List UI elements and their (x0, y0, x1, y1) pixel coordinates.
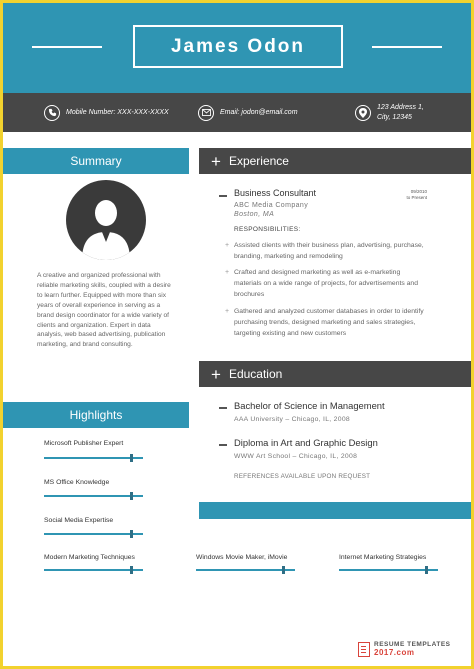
address-line1: 123 Address 1, (377, 103, 424, 111)
contact-email (198, 93, 298, 132)
skill-bar-marker (130, 530, 133, 538)
candidate-name: James Odon (170, 35, 306, 57)
address-line2: City, 12345 (377, 113, 412, 121)
skill-label: Modern Marketing Techniques (44, 554, 135, 561)
skill-bar-marker (130, 566, 133, 574)
phone-icon (44, 105, 60, 121)
skill-bar (44, 569, 143, 571)
skill-bar (44, 495, 143, 497)
plus-icon: + (211, 364, 221, 384)
education-heading: Education (228, 367, 283, 381)
header-rule-right (372, 46, 442, 48)
logo-line2: 2017.com (374, 648, 415, 657)
address-text (377, 103, 424, 123)
bullet-icon: + (225, 242, 230, 249)
experience-heading-bar (199, 148, 471, 174)
contact-bar (3, 93, 471, 132)
bullet-icon: + (225, 269, 230, 276)
contact-address (355, 93, 424, 132)
degree-school: AAA University – Chicago, IL, 2008 (234, 416, 350, 423)
header-rule-left (32, 46, 102, 48)
responsibility-item: Gathered and analyzed customer databases in order to identify purchasing trends, designed marketing and sales strategies, targeting existing and new customers (234, 308, 424, 338)
job-dash (219, 195, 227, 197)
degree-title: Diploma in Art and Graphic Design (234, 437, 378, 448)
degree-school: WWW Art School – Chicago, IL, 2008 (234, 453, 358, 460)
degree-title: Bachelor of Science in Management (234, 400, 385, 411)
avatar (66, 180, 146, 260)
skill-bar (44, 457, 143, 459)
accent-bar (199, 502, 471, 519)
summary-heading-bar (3, 148, 189, 174)
summary-heading: Summary (70, 154, 122, 168)
skill-bar-marker (130, 454, 133, 462)
skill-label: Internet Marketing Strategies (339, 554, 427, 561)
skill-bar-marker (282, 566, 285, 574)
person-icon (66, 180, 146, 260)
skill-bar (44, 533, 143, 535)
skill-bar (196, 569, 295, 571)
contact-mobile (44, 93, 169, 132)
degree-dash (219, 407, 227, 409)
skill-label: MS Office Knowledge (44, 479, 110, 486)
experience-heading: Experience (228, 154, 289, 168)
document-icon (358, 642, 370, 657)
site-logo (358, 641, 451, 657)
skill-label: Microsoft Publisher Expert (44, 440, 124, 447)
job-location: Boston, MA (234, 211, 275, 218)
header-banner (3, 3, 471, 93)
resume-page (3, 3, 471, 666)
job-title: Business Consultant (234, 188, 317, 198)
job-date-start: 09/2010 (410, 189, 427, 194)
job-date-end: to Present (406, 195, 427, 200)
email-text: Email: jodon@email.com (220, 108, 298, 116)
summary-text: A creative and organized professional with reliable marketing skills, coupled with a desire to learn further. Equipped with more than six years of overall experience in serving as a brand design coordinator for a wide variety of clients and organization. Expert in data analysis, web based advertising, publication marketing, and brand consulting. (37, 272, 171, 349)
job-company: ABC Media Company (234, 202, 309, 209)
degree-dash (219, 444, 227, 446)
responsibility-item: Crafted and designed marketing as well as e-marketing materials on a wide range of projects, for advertisements and brochures (234, 269, 418, 299)
responsibilities-label: RESPONSIBILITIES: (234, 226, 301, 233)
skill-bar (339, 569, 438, 571)
plus-icon: + (211, 151, 221, 171)
skill-bar-marker (425, 566, 428, 574)
mobile-text: Mobile Number: XXX-XXX-XXXX (66, 108, 169, 116)
highlights-heading: Highlights (69, 408, 123, 422)
skill-label: Windows Movie Maker, iMovie (196, 554, 288, 561)
logo-line1: RESUME TEMPLATES (374, 641, 451, 648)
education-heading-bar (199, 361, 471, 387)
references-note: REFERENCES AVAILABLE UPON REQUEST (234, 473, 371, 480)
skill-label: Social Media Expertise (44, 517, 114, 524)
responsibility-item: Assisted clients with their business plan, advertising, purchase, branding, marketing and remodeling (234, 242, 424, 261)
bullet-icon: + (225, 308, 230, 315)
name-box (133, 25, 343, 68)
skill-bar-marker (130, 492, 133, 500)
location-pin-icon (355, 105, 371, 121)
job-date (391, 189, 427, 201)
highlights-heading-bar (3, 402, 189, 428)
envelope-icon (198, 105, 214, 121)
